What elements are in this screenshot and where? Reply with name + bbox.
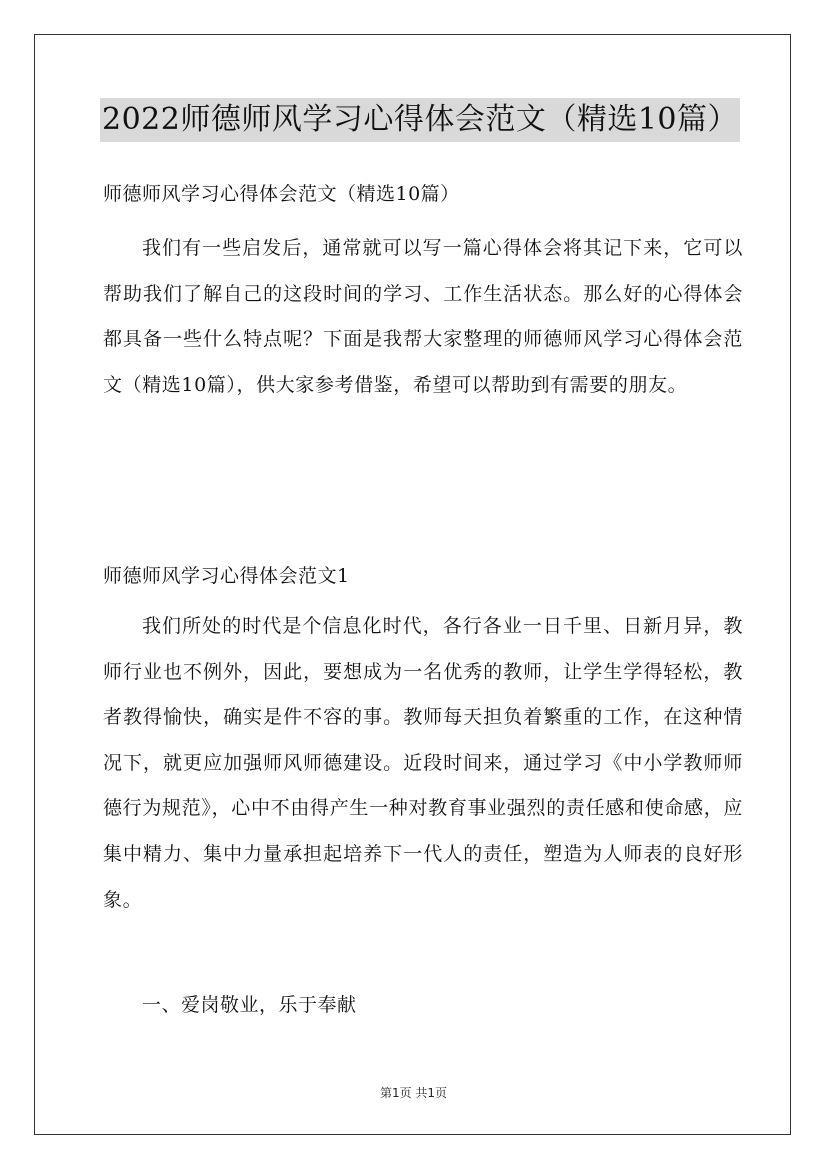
page-footer: 第1页 共1页 [379,1086,448,1100]
section-paragraph: 我们所处的时代是个信息化时代，各行各业一日千里、日新月异，教师行业也不例外，因此，要想成为一名优秀的教师，让学生学得轻松，教者教得愉快，确实是件不容的事。教师每天担负着繁重的工作，在这种情况下，就更应加强师风师德建设。近段时间来，通过学习《中小学教师师德行为规范》，心中不由得产生一种对教育事业强烈的责任感和使命感，应集中精力、集中力量承担起培养下一代人的责任，塑造为人师表的良好形象。 [103,615,743,911]
intro-paragraph: 我们有一些启发后，通常就可以写一篇心得体会将其记下来，它可以帮助我们了解自己的这段时间的学习、工作生活状态。那么好的心得体会都具备一些什么特点呢？下面是我帮大家整理的师德师风学习心得体会范文（精选10篇），供大家参考借鉴，希望可以帮助到有需要的朋友。 [103,237,743,396]
section-heading: 师德师风学习心得体会范文1 [103,565,350,587]
document-title: 2022师德师风学习心得体会范文（精选10篇） [100,98,740,142]
item-heading: 一、爱岗敬业，乐于奉献 [142,994,357,1016]
document-subtitle: 师德师风学习心得体会范文（精选10篇） [103,183,460,205]
